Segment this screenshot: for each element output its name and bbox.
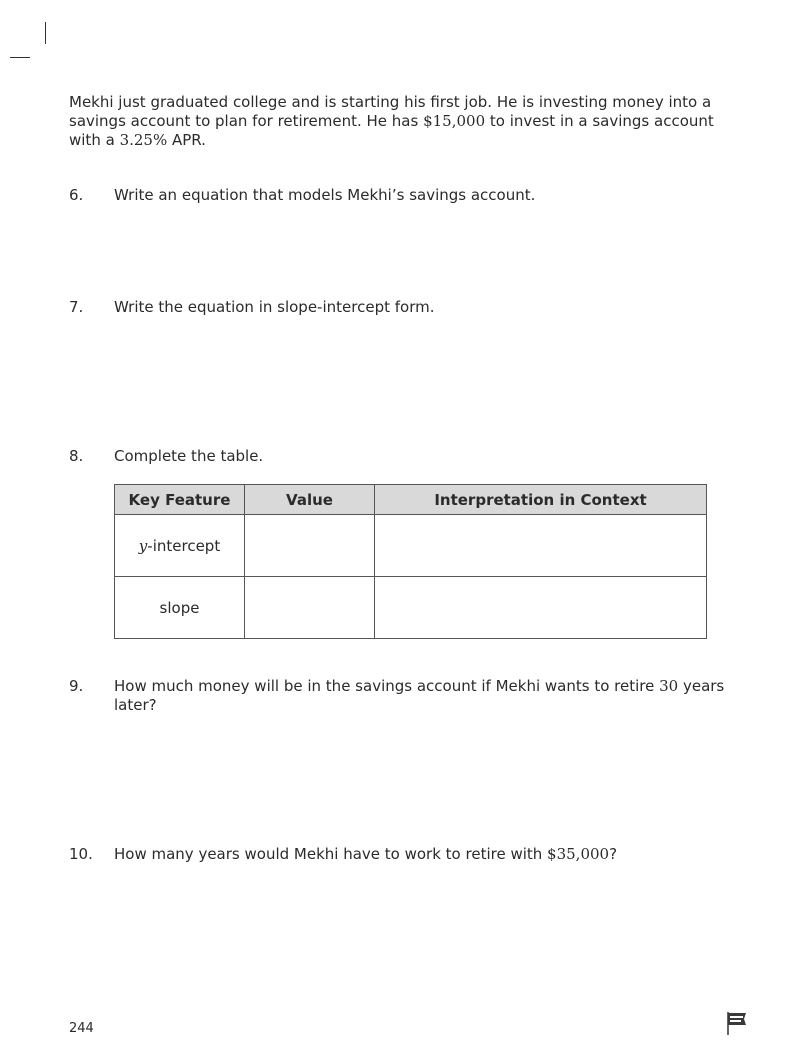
question-number: 10. [69,845,93,863]
crop-mark-vertical [45,22,46,44]
question-text: How many years would Mekhi have to work to retire with $35,000? [114,845,618,863]
question-7 [69,298,749,317]
apr-rate: 3.25% [119,131,168,149]
value-cell-slope[interactable] [245,577,375,639]
header-value: Value [245,485,375,515]
question-text: Write the equation in slope-intercept form. [114,298,435,316]
problem-intro: Mekhi just graduated college and is starting his first job. He is investing money into a savings account to plan for retirement. He has $15,000 to invest in a savings account with a 3.25% APR. [69,93,714,149]
question-6 [69,186,749,205]
question-number: 7. [69,298,84,316]
header-interpretation: Interpretation in Context [375,485,707,515]
question-text: Write an equation that models Mekhi’s savings account. [114,186,536,204]
page-number: 244 [69,1021,94,1036]
table-header-row [115,485,707,515]
question-8 [69,447,749,466]
table-row [115,515,707,577]
header-key-feature: Key Feature [115,485,245,515]
question-10 [69,845,749,864]
key-features-table [114,484,707,639]
value-cell-y-intercept[interactable] [245,515,375,577]
interpretation-cell-slope[interactable] [375,577,707,639]
question-text: How much money will be in the savings account if Mekhi wants to retire 30 years later? [114,677,725,714]
question-number: 6. [69,186,84,204]
question-number: 9. [69,677,84,695]
crop-mark-horizontal [10,57,30,58]
feature-cell-y-intercept: y-intercept [115,515,245,577]
question-text: Complete the table. [114,447,264,465]
question-9 [69,677,749,715]
table-row [115,577,707,639]
question-number: 8. [69,447,84,465]
interpretation-cell-y-intercept[interactable] [375,515,707,577]
investment-amount: $15,000 [423,112,486,130]
math-nation-flag-icon [726,1010,748,1036]
feature-cell-slope: slope [115,577,245,639]
